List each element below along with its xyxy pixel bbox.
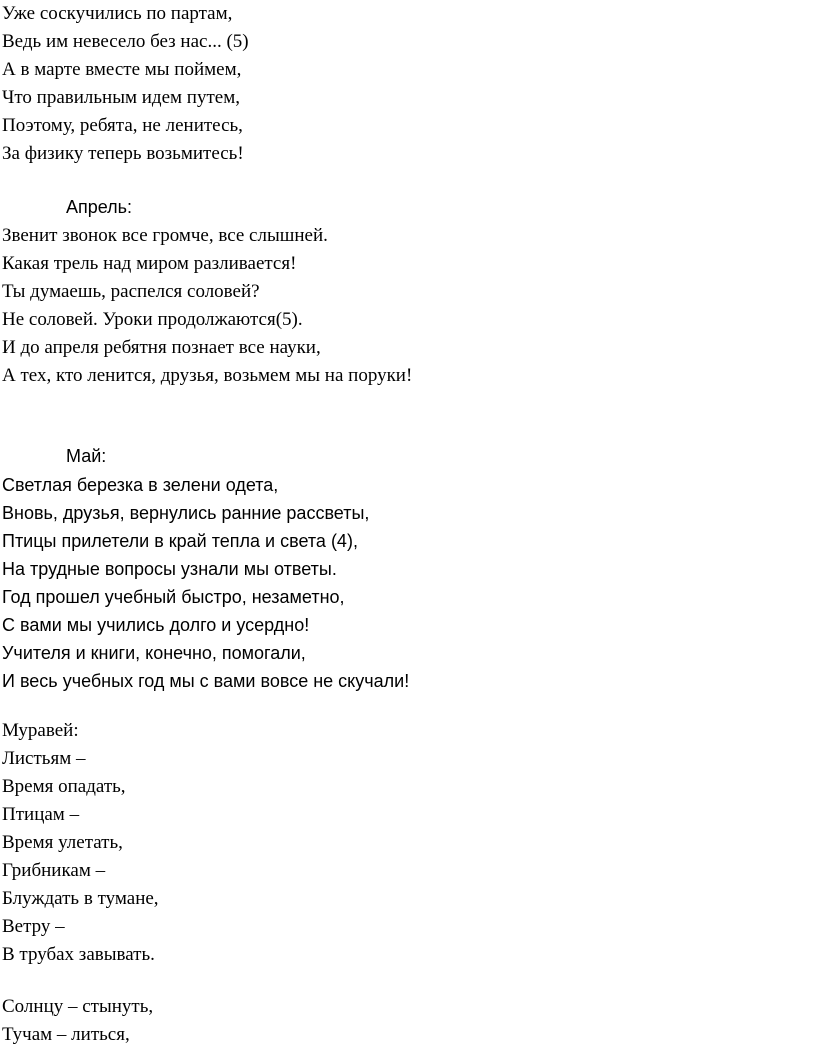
- poem-line: Ты думаешь, распелся соловей?: [2, 281, 260, 302]
- poem-line: С вами мы учились долго и усердно!: [2, 615, 310, 635]
- poem-line: Уже соскучились по партам,: [2, 3, 233, 24]
- poem-line: Солнцу – стынуть,: [2, 996, 154, 1017]
- poem-line: А в марте вместе мы поймем,: [2, 59, 242, 80]
- poem-line: Светлая березка в зелени одета,: [2, 475, 279, 495]
- poem-line: Какая трель над миром разливается!: [2, 253, 297, 274]
- poem-line: Что правильным идем путем,: [2, 87, 240, 108]
- section-heading-may: Май:: [66, 446, 107, 466]
- poem-line: Тучам – литься,: [2, 1024, 130, 1045]
- poem-line: Учителя и книги, конечно, помогали,: [2, 643, 306, 663]
- poem-line: Не соловей. Уроки продолжаются(5).: [2, 309, 303, 330]
- poem-line: На трудные вопросы узнали мы ответы.: [2, 559, 337, 579]
- poem-line: Поэтому, ребята, не ленитесь,: [2, 115, 243, 136]
- poem-line: И весь учебных год мы с вами вовсе не скучали!: [2, 671, 410, 691]
- poem-line: За физику теперь возьмитесь!: [2, 143, 244, 164]
- poem-line: Ведь им невесело без нас... (5): [2, 31, 249, 52]
- poem-line: Листьям –: [2, 748, 86, 769]
- section-heading-ant: Муравей:: [2, 720, 79, 741]
- poem-line: Год прошел учебный быстро, незаметно,: [2, 587, 345, 607]
- poem-line: Блуждать в тумане,: [2, 888, 159, 909]
- poem-line: Звенит звонок все громче, все слышней.: [2, 225, 328, 246]
- poem-line: Ветру –: [2, 916, 65, 937]
- poem-line: Птицам –: [2, 804, 80, 825]
- poem-line: А тех, кто ленится, друзья, возьмем мы на поруки!: [2, 365, 413, 386]
- poem-line: Время улетать,: [2, 832, 123, 853]
- section-heading-april: Апрель:: [66, 197, 133, 217]
- poem-line: В трубах завывать.: [2, 944, 155, 965]
- poem-line: Вновь, друзья, вернулись ранние рассветы,: [2, 503, 370, 523]
- poem-line: И до апреля ребятня познает все науки,: [2, 337, 321, 358]
- poem-line: Грибникам –: [2, 860, 106, 881]
- poem-line: Время опадать,: [2, 776, 126, 797]
- poem-line: Птицы прилетели в край тепла и света (4),: [2, 531, 358, 551]
